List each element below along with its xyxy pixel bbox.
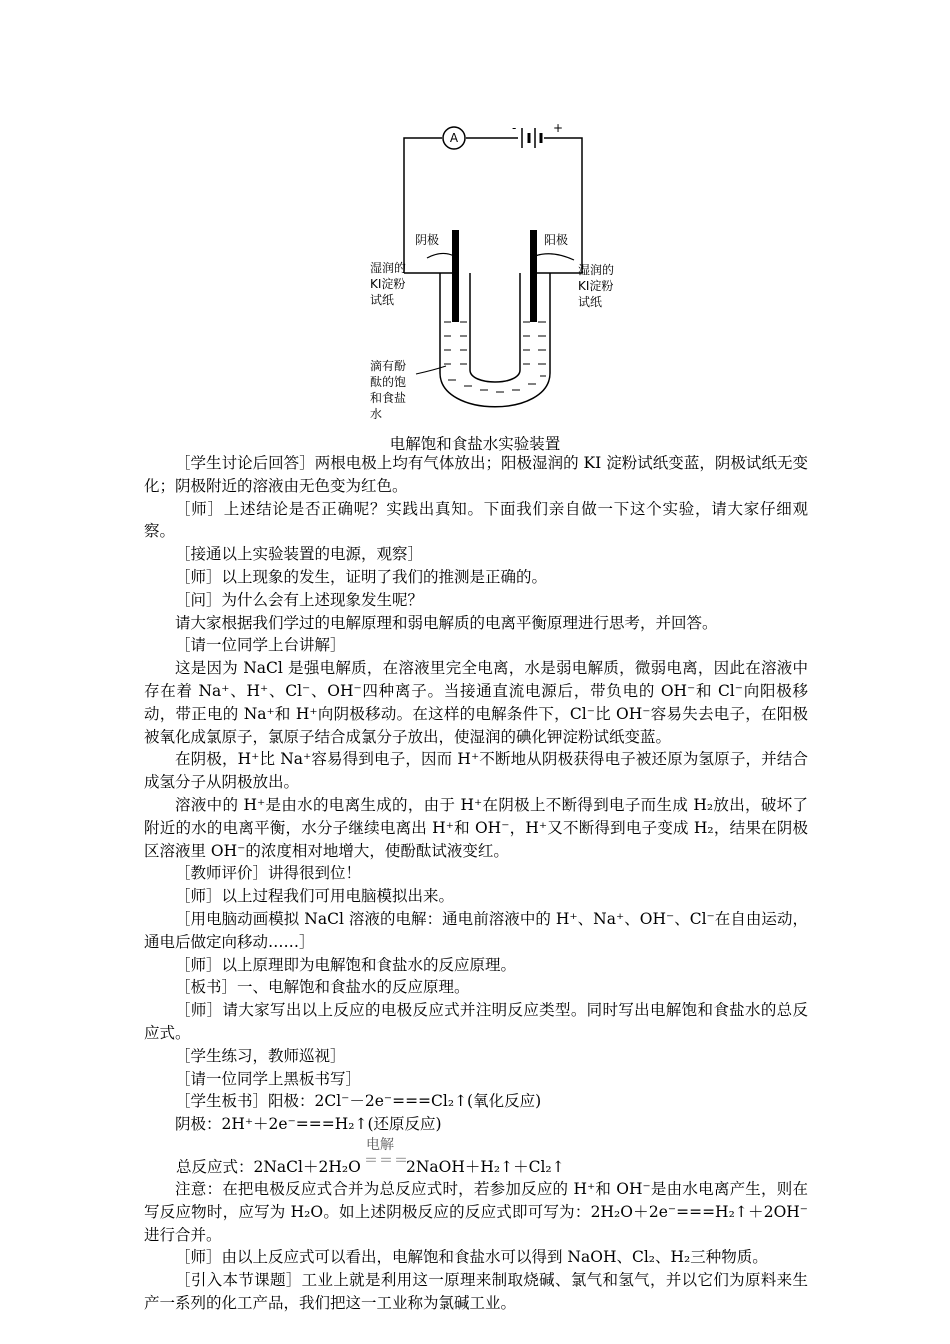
paragraph: ［师］请大家写出以上反应的电极反应式并注明反应类型。同时写出电解饱和食盐水的总反应式。 bbox=[144, 1001, 808, 1042]
paragraph: ［问］为什么会有上述现象发生呢？ bbox=[175, 590, 424, 609]
paragraph: ［引入本节课题］工业上就是利用这一原理来制取烧碱、氯气和氢气，并以它们为原料来生产一系列的化工产品，我们把这一工业称为氯碱工业。 bbox=[144, 1271, 808, 1312]
paragraph: ［请一位同学上台讲解］ bbox=[175, 636, 346, 655]
wire-left bbox=[404, 138, 442, 273]
paragraph: 溶液中的 H⁺是由水的电离生成的，由于 H⁺在阴极上不断得到电子而生成 H₂放出，破坏了附近的水的电离平衡，水分子继续电离出 H⁺和 OH⁻，H⁺又不断得到电子变成 H₂，结果在阴极区溶液里 OH⁻的浓度相对地增大，使酚酞试液变红。 bbox=[144, 795, 808, 860]
paragraph: ［教师评价］讲得很到位！ bbox=[175, 864, 362, 883]
anode-label: 阳极 bbox=[544, 233, 569, 247]
apparatus-svg bbox=[330, 108, 630, 438]
left-paper-label-3: 试纸 bbox=[370, 293, 395, 307]
equation-reactants: 总反应式：2NaCl＋2H₂O bbox=[176, 1157, 361, 1176]
ammeter-label: A bbox=[449, 131, 459, 145]
body-text bbox=[144, 452, 808, 1315]
paragraph: ［请一位同学上黑板书写］ bbox=[175, 1069, 362, 1088]
left-ki-paper bbox=[427, 253, 454, 258]
paragraph: ［学生讨论后回答］两根电极上均有气体放出；阳极湿润的 KI 淀粉试纸变蓝，阴极试纸无变化；阴极附近的溶液由无色变为红色。 bbox=[144, 454, 808, 495]
anode-equation: ［学生板书］阳极：2Cl⁻－2e⁻===Cl₂↑(氧化反应) bbox=[175, 1092, 542, 1111]
paragraph: ［师］以上原理即为电解饱和食盐水的反应原理。 bbox=[175, 955, 517, 974]
paragraph: 在阴极，H⁺比 Na⁺容易得到电子，因而 H⁺不断地从阴极获得电子被还原为氢原子，并结合成氢分子从阴极放出。 bbox=[144, 750, 808, 792]
solution-label-2: 酞的饱 bbox=[370, 375, 407, 389]
wire-cathode bbox=[404, 273, 456, 308]
right-paper-label-2: KI淀粉 bbox=[578, 279, 614, 293]
paragraph: 这是因为 NaCl 是强电解质，在溶液里完全电离，水是弱电解质，微弱电离，因此在溶液中存在着 Na⁺、H⁺、Cl⁻、OH⁻四种离子。当接通直流电源后，带负电的 OH⁻和 Cl⁻向阳极移动，带正电的 Na⁺和 H⁺向阴极移动。在这样的电解条件下，Cl⁻比 OH⁻容易失去电子，在阳极被氧化成氯原子，氯原子结合成氯分子放出，使湿润的碘化钾淀粉试纸变蓝。 bbox=[144, 659, 808, 746]
solution-label-3: 和食盐 bbox=[370, 391, 407, 405]
paragraph: ［师］由以上反应式可以看出，电解饱和食盐水可以得到 NaOH、Cl₂、H₂三种物质。 bbox=[175, 1248, 768, 1267]
battery-plus-label: + bbox=[553, 121, 564, 135]
solution-label-1: 滴有酚 bbox=[370, 359, 407, 373]
paragraph: ［接通以上实验装置的电源，观察］ bbox=[175, 545, 424, 564]
equation-products: 2NaOH＋H₂↑＋Cl₂↑ bbox=[406, 1157, 565, 1176]
right-ki-paper bbox=[535, 254, 574, 260]
paragraph: ［学生练习，教师巡视］ bbox=[175, 1046, 346, 1065]
paragraph: ［用电脑动画模拟 NaCl 溶液的电解：通电前溶液中的 H⁺、Na⁺、OH⁻、Cl⁻在自由运动，通电后做定向移动……］ bbox=[144, 909, 808, 951]
solution-pointer bbox=[416, 366, 446, 374]
left-paper-label-2: KI淀粉 bbox=[370, 277, 406, 291]
cathode-label: 阴极 bbox=[415, 233, 440, 247]
anode-electrode bbox=[530, 230, 537, 322]
battery-icon bbox=[522, 128, 541, 148]
equation-sign: ＝＝＝ bbox=[364, 1152, 409, 1169]
electrolysis-apparatus-diagram bbox=[330, 108, 630, 438]
left-paper-label-1: 湿润的 bbox=[370, 261, 407, 275]
paragraph: 注意：在把电极反应式合并为总反应式时，若参加反应的 H⁺和 OH⁻是由水电离产生，则在写反应物时，应写为 H₂O。如上述阴极反应的反应式即可写为：2H₂O＋2e⁻===H₂↑＋2OH⁻进行合并。 bbox=[144, 1179, 808, 1244]
figure-caption: 电解饱和食盐水实验装置 bbox=[389, 435, 561, 453]
cathode-equation: 阴极：2H⁺＋2e⁻===H₂↑(还原反应) bbox=[175, 1115, 442, 1134]
battery-minus-label: - bbox=[512, 121, 517, 135]
electrolysis-condition: 电解 bbox=[366, 1136, 394, 1153]
paragraph: 请大家根据我们学过的电解原理和弱电解质的电离平衡原理进行思考，并回答。 bbox=[175, 613, 718, 632]
u-tube-inner bbox=[470, 273, 520, 382]
paragraph: ［师］上述结论是否正确呢？实践出真知。下面我们亲自做一下这个实验，请大家仔细观察。 bbox=[144, 499, 808, 541]
wire-right bbox=[541, 138, 582, 273]
right-paper-label-1: 湿润的 bbox=[578, 263, 615, 277]
paragraph: ［师］以上现象的发生，证明了我们的推测是正确的。 bbox=[175, 567, 548, 586]
solution-label-4: 水 bbox=[370, 407, 383, 421]
cathode-electrode bbox=[452, 230, 459, 322]
right-paper-label-3: 试纸 bbox=[578, 295, 603, 309]
paragraph: ［师］以上过程我们可用电脑模拟出来。 bbox=[175, 887, 455, 906]
overall-equation bbox=[144, 1136, 808, 1178]
paragraph: ［板书］一、电解饱和食盐水的反应原理。 bbox=[175, 978, 470, 997]
